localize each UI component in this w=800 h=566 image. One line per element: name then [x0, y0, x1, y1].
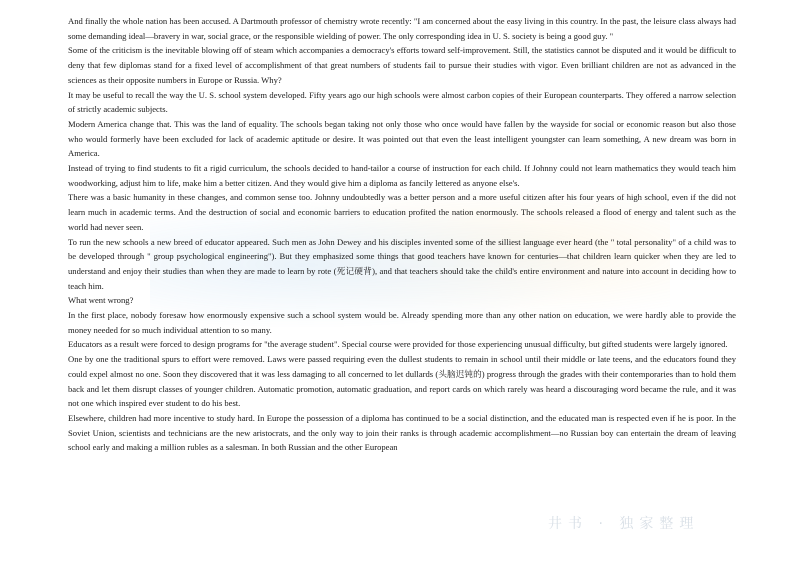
paragraph: There was a basic humanity in these changes, and common sense too. Johnny undoubtedly was a better person and a more useful citizen after his four years of high school, even if the did not learn much in academic terms. And the destruction of social and economic barriers to education profited the nation enormously. The schools released a flood of energy and talent such as the world had never seen. — [68, 192, 736, 232]
paragraph: It may be useful to recall the way the U. S. school system developed. Fifty years ago our high schools were almost carbon copies of their European counterparts. They offered a narrow selection of strictly academic subjects. — [68, 89, 736, 115]
paragraph: Instead of trying to find students to fit a rigid curriculum, the schools decided to hand-tailor a course of instruction for each child. If Johnny could not learn mathematics they would teach him woodworking, adjust him to life, make him a better citizen. And they would give him a diploma as fancily lettered as anyone else's. — [68, 163, 736, 188]
paragraph: What went wrong? — [68, 295, 134, 306]
paragraph: And finally the whole nation has been accused. A Dartmouth professor of chemistry wrote recently: "I am concerned about the easy living in this country. In the past, the leisure class always had some demanding ideal—bravery in war, social grace, or the responsible wielding of power. The only corresponding idea in U. S. society is being a good guy. " — [68, 16, 736, 41]
document-body — [68, 14, 736, 455]
paragraph: Elsewhere, children had more incentive to study hard. In Europe the possession of a diploma has continued to be a social distinction, and the educated man is respected even if he is poor. In the Soviet Union, scientists and technicians are the new aristocrats, and the only way to join their ranks is through academic accomplishment—no Russian boy can entertain the dream of leaving school early and making a million rubles as a salesman. In both Russian and the other European — [68, 412, 736, 453]
paragraph: Educators as a result were forced to design programs for "the average student". Special course were provided for those experiencing unusual difficulty, but gifted students were largely ignored. — [68, 339, 728, 350]
paragraph: Modern America change that. This was the land of equality. The schools began taking not only those who once would have fallen by the wayside for social or economic reason but also those who would formerly have been excluded for lack of academic aptitude or desire. It was pointed out that even the least intelligent youngster can learn something, A new dream was born in America. — [68, 118, 736, 159]
paragraph: One by one the traditional spurs to effort were removed. Laws were passed requiring even the dullest students to remain in school until their middle or late teens, and the educators found they could expel almost no one. Soon they discovered that it was less damaging to all concerned to let dullards (头脑迟钝的) progress through the grades with their contemporaries than to hold them back and let them disrupt classes of younger children. Automatic promotion, automatic graduation, and report cards on which rarely was heard a discouraging word became the rule, and it was not one which inspired ever student to do his best. — [68, 354, 736, 409]
paragraph: Some of the criticism is the inevitable blowing off of steam which accompanies a democracy's efforts toward self-improvement. Still, the statistics cannot be disputed and it would be difficult to deny that few diplomas stand for a fixed level of accomplishment of that great numbers of students fail to pursue their studies with vigor. Even brilliant children are not as advanced in the sciences as their opposite numbers in Europe or Russia. Why? — [68, 45, 736, 85]
watermark-text: 井书 · 独家整理 — [548, 516, 700, 532]
paragraph: To run the new schools a new breed of educator appeared. Such men as John Dewey and his disciples invented some of the silliest language ever heard (the " total personality" of a child was to be developed through " group psychological engineering"). But they emphasized some things that good teachers have known for centuries—that children learn quicker when they are led to understand and enjoy their studies than when they are made to learn by rote (死记硬背), and that teachers should take the child's entire environment and nature into account in deciding how to teach him. — [68, 236, 736, 291]
paragraph: In the first place, nobody foresaw how enormously expensive such a school system would be. Already spending more than any other nation on education, we were hardly able to provide the money needed for so much individual attention to so many. — [68, 310, 736, 335]
